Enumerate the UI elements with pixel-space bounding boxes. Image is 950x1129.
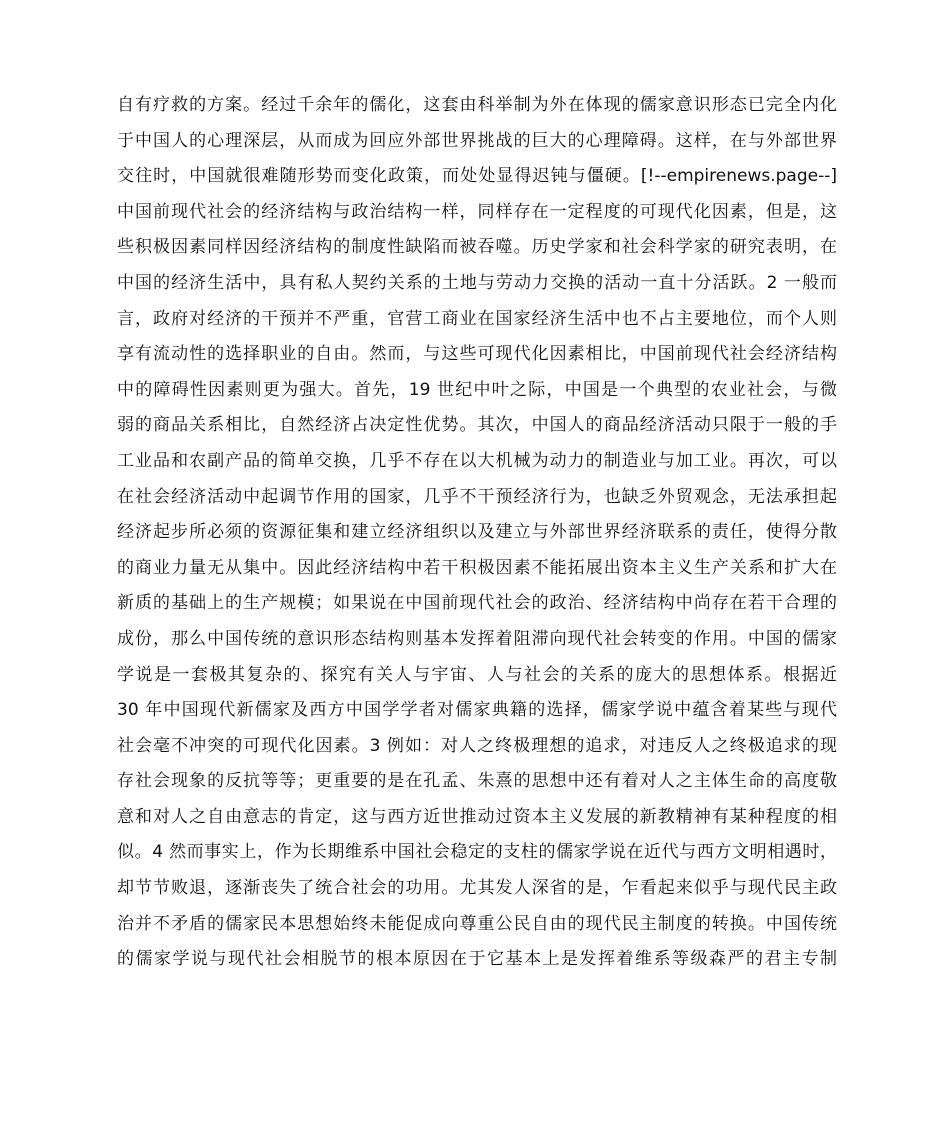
text-line: 的儒家学说与现代社会相脱节的根本原因在于它基本上是发挥着维系等级森严的君主专制: [117, 949, 837, 970]
text-line: 新质的基础上的生产规模；如果说在中国前现代社会的政治、经济结构中尚存在若干合理的: [117, 593, 837, 614]
text-line: 自有疗救的方案。经过千余年的儒化，这套由科举制为外在体现的儒家意识形态已完全内化: [117, 95, 837, 115]
text-line: 存社会现象的反抗等等；更重要的是在孔孟、朱熹的思想中还有着对人之主体生命的高度敬: [117, 771, 837, 792]
text-line: 成份，那么中国传统的意识形态结构则基本发挥着阻滞向现代社会转变的作用。中国的儒家: [117, 628, 837, 649]
text-line: 交往时，中国就很难随形势而变化政策，而处处显得迟钝与僵硬。[!--empirenews.page--]: [117, 166, 837, 187]
text-line: 中国前现代社会的经济结构与政治结构一样，同样存在一定程度的可现代化因素，但是，这: [117, 201, 837, 222]
text-line: 却节节败退，逐渐丧失了统合社会的功用。尤其发人深省的是，乍看起来似乎与现代民主政: [117, 878, 837, 899]
body-text: [117, 88, 837, 978]
text-line: 的商业力量无从集中。因此经济结构中若干积极因素不能拓展出资本主义生产关系和扩大在: [117, 557, 837, 578]
text-line: 中的障碍性因素则更为强大。首先，19 世纪中叶之际，中国是一个典型的农业社会，与微: [117, 379, 837, 400]
text-line: 工业品和农副产品的简单交换，几乎不存在以大机械为动力的制造业与加工业。再次，可以: [117, 450, 837, 471]
text-line: 似。4 然而事实上，作为长期维系中国社会稳定的支柱的儒家学说在近代与西方文明相遇时，: [117, 842, 837, 863]
text-line: 中国的经济生活中，具有私人契约关系的土地与劳动力交换的活动一直十分活跃。2 一般而: [117, 272, 837, 293]
text-line: 享有流动性的选择职业的自由。然而，与这些可现代化因素相比，中国前现代社会经济结构: [117, 344, 837, 365]
text-line: 经济起步所必须的资源征集和建立经济组织以及建立与外部世界经济联系的责任，使得分散: [117, 522, 837, 543]
text-line: 弱的商品关系相比，自然经济占决定性优势。其次，中国人的商品经济活动只限于一般的手: [117, 415, 837, 436]
text-line: 学说是一套极其复杂的、探究有关人与宇宙、人与社会的关系的庞大的思想体系。根据近: [117, 664, 837, 685]
text-line: 些积极因素同样因经济结构的制度性缺陷而被吞噬。历史学家和社会科学家的研究表明，在: [117, 237, 837, 258]
text-line: 社会毫不冲突的可现代化因素。3 例如：对人之终极理想的追求，对违反人之终极追求的现: [117, 735, 837, 756]
text-line: 30 年中国现代新儒家及西方中国学学者对儒家典籍的选择，儒家学说中蕴含着某些与现代: [117, 700, 837, 721]
text-line: 于中国人的心理深层，从而成为回应外部世界挑战的巨大的心理障碍。这样，在与外部世界: [117, 130, 837, 151]
text-line: 治并不矛盾的儒家民本思想始终未能促成向尊重公民自由的现代民主制度的转换。中国传统: [117, 913, 837, 934]
text-line: 言，政府对经济的干预并不严重，官营工商业在国家经济生活中也不占主要地位，而个人则: [117, 308, 837, 329]
text-line: 在社会经济活动中起调节作用的国家，几乎不干预经济行为，也缺乏外贸观念，无法承担起: [117, 486, 837, 507]
text-line: 意和对人之自由意志的肯定，这与西方近世推动过资本主义发展的新教精神有某种程度的相: [117, 806, 837, 827]
